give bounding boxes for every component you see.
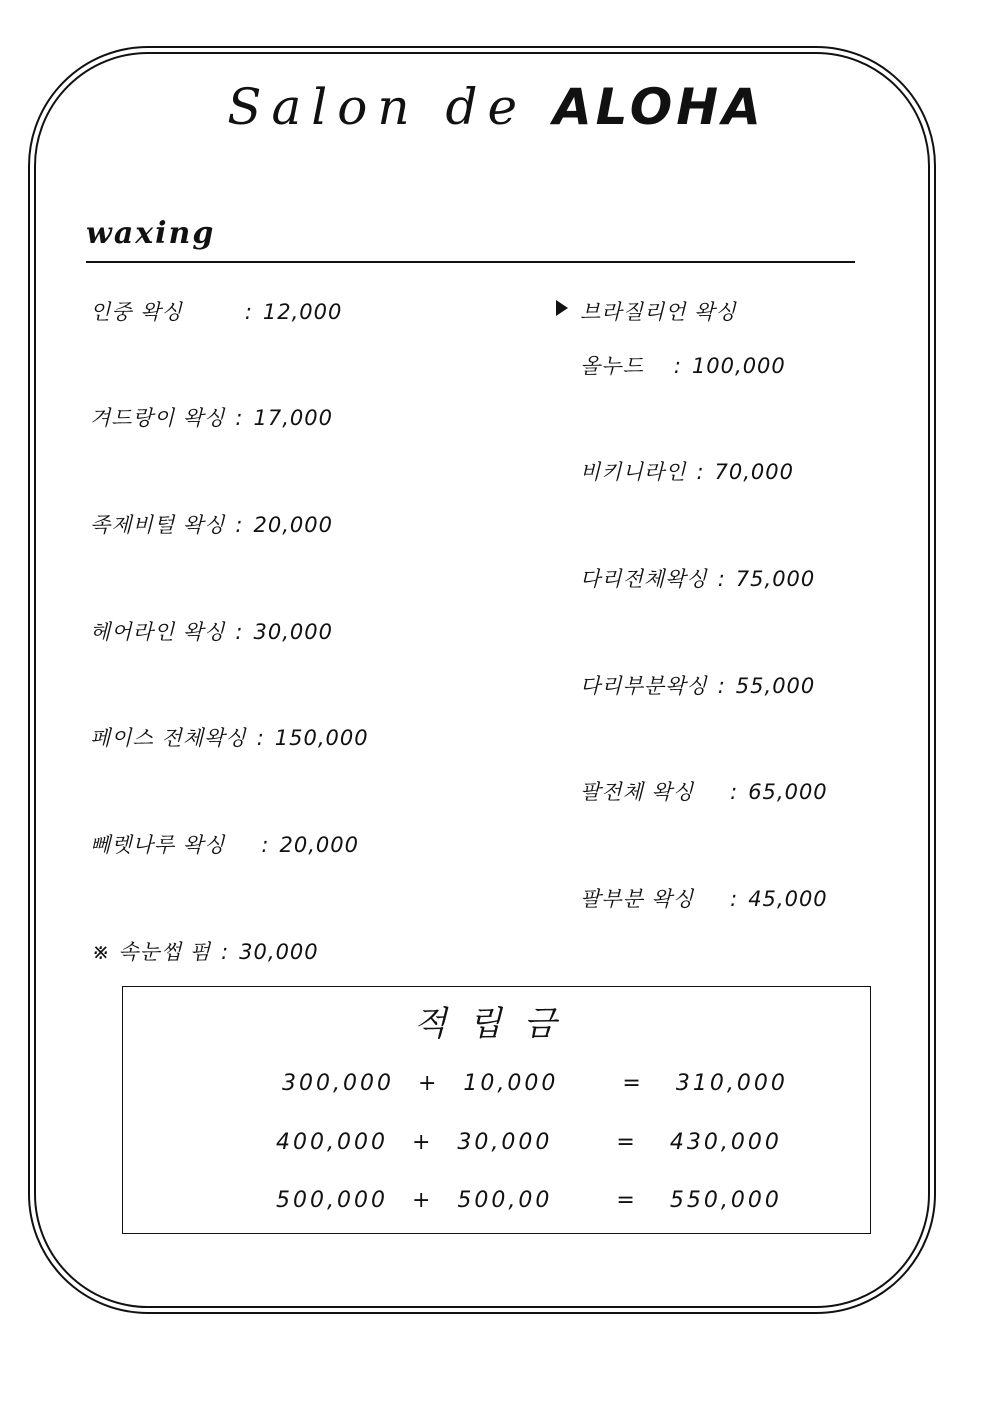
points-title: 적립금 bbox=[413, 1004, 579, 1044]
points-plus: + bbox=[417, 1071, 440, 1096]
points-bonus: 500,00 bbox=[457, 1188, 553, 1213]
price-separator: : bbox=[717, 674, 726, 698]
service-price: 75,000 bbox=[735, 567, 816, 591]
price-separator: : bbox=[256, 726, 265, 750]
service-name: 다리부분왁싱 bbox=[580, 674, 708, 698]
price-separator: : bbox=[235, 513, 244, 537]
service-price: 12,000 bbox=[262, 300, 343, 324]
price-separator: : bbox=[717, 567, 726, 591]
points-bonus: 30,000 bbox=[457, 1130, 553, 1155]
section-divider bbox=[86, 261, 855, 263]
price-item-right bbox=[580, 670, 815, 700]
points-bonus: 10,000 bbox=[463, 1071, 559, 1096]
service-name: 올누드 bbox=[580, 354, 644, 378]
price-item-right bbox=[580, 350, 786, 380]
price-separator: : bbox=[730, 887, 739, 911]
service-name: 비키니라인 bbox=[580, 460, 687, 484]
service-name: 뻬렛나루 왁싱 bbox=[90, 833, 226, 857]
service-price: 55,000 bbox=[735, 674, 816, 698]
points-base: 300,000 bbox=[282, 1071, 394, 1096]
price-item-left bbox=[92, 936, 319, 966]
points-total: 430,000 bbox=[669, 1130, 782, 1155]
price-separator: : bbox=[244, 300, 253, 324]
price-item-right bbox=[580, 563, 815, 593]
service-price: 150,000 bbox=[274, 726, 369, 750]
service-name: 헤어라인 왁싱 bbox=[90, 620, 226, 644]
triangle-bullet-icon bbox=[556, 300, 568, 316]
service-price: 65,000 bbox=[748, 780, 828, 804]
service-price: 70,000 bbox=[714, 460, 794, 484]
service-price: 30,000 bbox=[253, 620, 333, 644]
price-item-left bbox=[90, 296, 342, 326]
price-separator: : bbox=[221, 940, 230, 964]
salon-title bbox=[0, 78, 992, 136]
service-price: 17,000 bbox=[253, 406, 333, 430]
price-item-right bbox=[580, 776, 828, 806]
price-separator: : bbox=[730, 780, 739, 804]
service-price: 45,000 bbox=[748, 887, 828, 911]
section-label-waxing: waxing bbox=[86, 216, 216, 251]
service-name: 족제비털 왁싱 bbox=[90, 513, 226, 537]
points-row bbox=[276, 1188, 782, 1213]
service-price: 20,000 bbox=[279, 833, 359, 857]
points-total: 310,000 bbox=[675, 1071, 788, 1096]
price-separator: : bbox=[696, 460, 705, 484]
price-item-right bbox=[580, 883, 828, 913]
service-name: 팔부분 왁싱 bbox=[580, 887, 695, 911]
price-item-right bbox=[580, 456, 794, 486]
service-price: 100,000 bbox=[691, 354, 786, 378]
points-base: 500,000 bbox=[276, 1188, 388, 1213]
service-name: ※ 속눈썹 펌 bbox=[92, 940, 212, 964]
price-separator: : bbox=[235, 620, 244, 644]
brazilian-waxing-heading: 브라질리언 왁싱 bbox=[580, 300, 737, 324]
service-name: 팔전체 왁싱 bbox=[580, 780, 695, 804]
price-item-left bbox=[90, 616, 333, 646]
service-name: 페이스 전체왁싱 bbox=[90, 726, 247, 750]
salon-brand-name: ALOHA bbox=[552, 78, 765, 136]
salon-title-prefix: Salon de bbox=[227, 78, 528, 136]
points-total: 550,000 bbox=[669, 1188, 782, 1213]
price-item-left bbox=[90, 829, 359, 859]
price-separator: : bbox=[235, 406, 244, 430]
service-price: 20,000 bbox=[253, 513, 333, 537]
price-separator: : bbox=[261, 833, 270, 857]
points-row bbox=[276, 1130, 782, 1155]
service-name: 다리전체왁싱 bbox=[580, 567, 708, 591]
points-row bbox=[282, 1071, 788, 1096]
points-plus: + bbox=[411, 1130, 434, 1155]
points-equals: = bbox=[622, 1071, 644, 1096]
service-name: 겨드랑이 왁싱 bbox=[90, 406, 226, 430]
points-equals: = bbox=[616, 1130, 638, 1155]
price-item-left bbox=[90, 402, 333, 432]
service-price: 30,000 bbox=[239, 940, 319, 964]
service-name: 인중 왁싱 bbox=[90, 300, 183, 324]
price-item-left bbox=[90, 509, 333, 539]
price-item-left bbox=[90, 722, 369, 752]
points-base: 400,000 bbox=[276, 1130, 388, 1155]
points-equals: = bbox=[616, 1188, 638, 1213]
points-plus: + bbox=[411, 1188, 434, 1213]
price-separator: : bbox=[673, 354, 682, 378]
